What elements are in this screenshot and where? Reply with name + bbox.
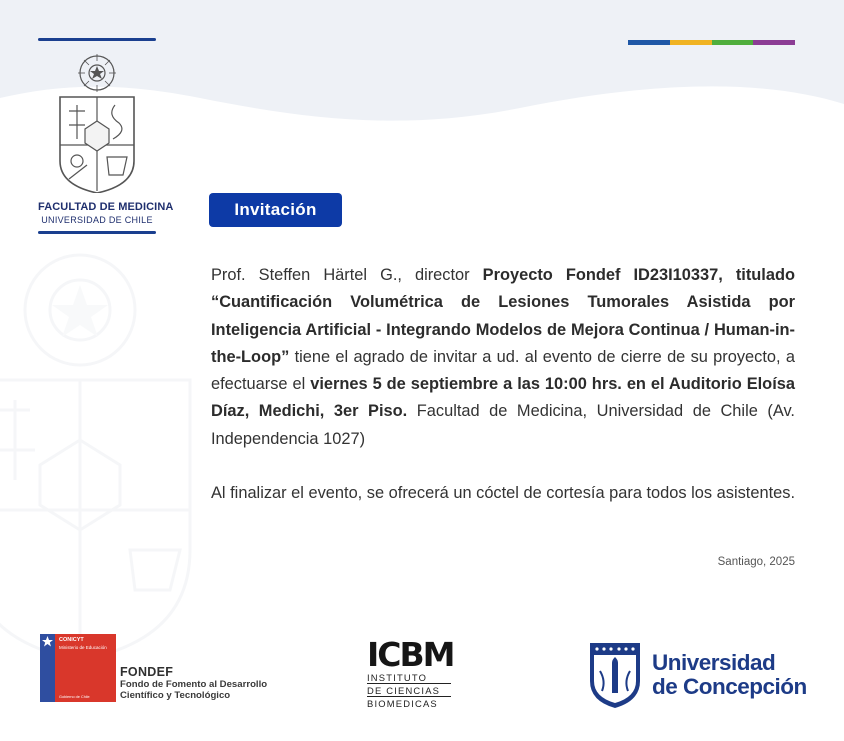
conicyt-name: CONICYT <box>59 637 84 643</box>
coat-of-arms-watermark <box>0 250 220 670</box>
icbm-logo <box>367 635 454 709</box>
fondef-text <box>120 665 267 701</box>
invitation-body <box>211 262 795 507</box>
star-icon <box>40 634 55 649</box>
icbm-rule <box>367 683 451 684</box>
invitation-paragraph <box>211 262 795 453</box>
conicyt-logo <box>40 634 116 702</box>
icbm-rule <box>367 696 451 697</box>
conicyt-ministry: Ministerio de Educación <box>59 645 107 650</box>
udec-logo <box>588 641 807 709</box>
conicyt-government: Gobierno de Chile <box>59 695 90 699</box>
invitation-badge: Invitación <box>209 193 342 227</box>
invite-text: tiene el agrado de invitar a ud. al evento de cierre de su proyecto, a efectuarse el <box>211 347 795 394</box>
event-date-location: viernes 5 de septiembre a las 10:00 hrs. en el Auditorio Eloísa Díaz, Medichi, 3er Piso. <box>211 375 795 421</box>
udec-line1: Universidad <box>652 650 776 675</box>
address-text: Facultad de Medicina, Universidad de Chile (Av. Independencia 1027) <box>211 402 795 448</box>
fondef-line2: Científico y Tecnológico <box>120 690 231 701</box>
logo-top-rule <box>38 38 156 41</box>
icbm-line2: DE CIENCIAS <box>367 685 441 696</box>
icbm-mark: ICBM <box>367 635 454 674</box>
fondef-line1: Fondo de Fomento al Desarrollo <box>120 679 268 690</box>
stripe-blue <box>628 40 670 45</box>
faculty-name: FACULTAD DE MEDICINA <box>38 201 174 213</box>
stripe-purple <box>753 40 795 45</box>
faculty-university: UNIVERSIDAD DE CHILE <box>41 215 153 225</box>
icbm-line3: BIOMEDICAS <box>367 698 438 709</box>
conicyt-blue-band <box>40 634 55 702</box>
faculty-logo <box>38 38 174 234</box>
cocktail-paragraph: Al finalizar el evento, se ofrecerá un cóctel de cortesía para todos los asistentes. <box>211 484 796 503</box>
logo-bottom-rule <box>38 231 156 234</box>
udec-name <box>652 651 807 699</box>
icbm-line1: INSTITUTO <box>367 672 428 683</box>
stripe-yellow <box>670 40 712 45</box>
fondef-logo <box>40 632 267 702</box>
udec-shield-icon <box>588 641 642 709</box>
stripe-green <box>712 40 754 45</box>
udec-line2: de Concepción <box>652 674 807 699</box>
place-date: Santiago, 2025 <box>717 556 795 568</box>
conicyt-red-band <box>55 634 116 702</box>
project-title: Proyecto Fondef ID23I10337, titulado “Cuantificación Volumétrica de Lesiones Tumorales Asistida por Inteligencia Artificial - Integrando Modelos de Mejora Continua / Human-in-the-Loop” <box>211 266 795 366</box>
coat-of-arms-icon <box>57 53 137 193</box>
intro-text: Prof. Steffen Härtel G., director <box>211 266 483 284</box>
color-stripe <box>628 40 795 45</box>
fondef-title: FONDEF <box>120 665 174 679</box>
